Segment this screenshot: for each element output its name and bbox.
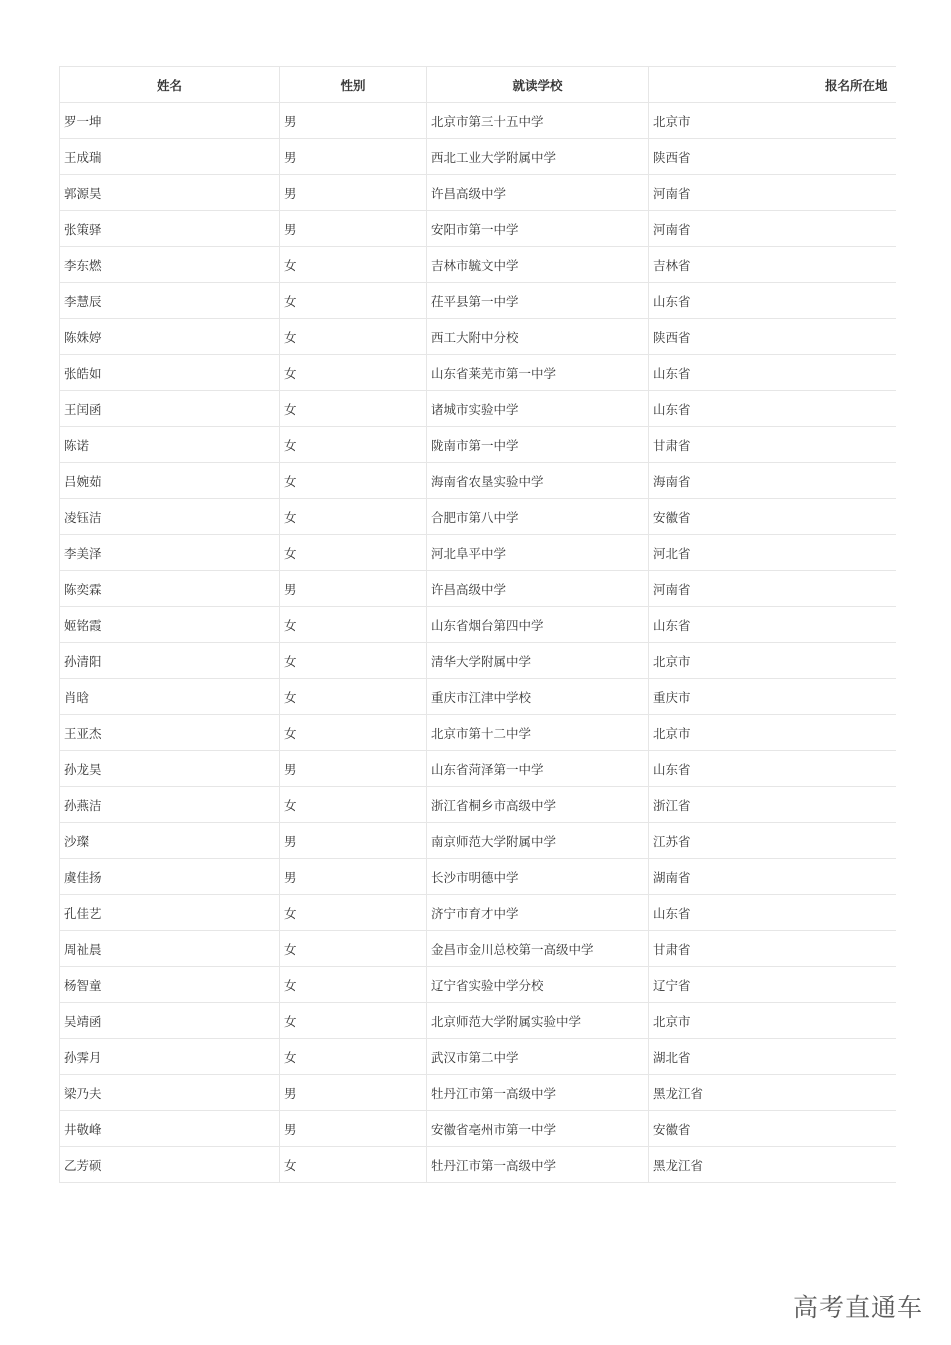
- cell-gender: 女: [280, 355, 427, 391]
- cell-gender: 女: [280, 535, 427, 571]
- cell-gender: 女: [280, 787, 427, 823]
- cell-gender: 男: [280, 211, 427, 247]
- cell-place: 北京市: [649, 103, 896, 139]
- cell-name: 陈姝婷: [60, 319, 280, 355]
- table-row: [60, 175, 896, 211]
- cell-name: 虞佳扬: [60, 859, 280, 895]
- cell-name: 姬铭霞: [60, 607, 280, 643]
- header-name: 姓名: [60, 67, 280, 103]
- cell-gender: 女: [280, 967, 427, 1003]
- cell-gender: 女: [280, 607, 427, 643]
- table-body: [60, 103, 896, 1183]
- cell-gender: 男: [280, 139, 427, 175]
- cell-school: 北京市第十二中学: [427, 715, 649, 751]
- table-row: [60, 211, 896, 247]
- header-place: 报名所在地: [649, 67, 896, 103]
- cell-name: 吴靖函: [60, 1003, 280, 1039]
- table-row: [60, 1039, 896, 1075]
- cell-school: 西北工业大学附属中学: [427, 139, 649, 175]
- table-row: [60, 1147, 896, 1183]
- table-row: [60, 103, 896, 139]
- cell-name: 孙霁月: [60, 1039, 280, 1075]
- cell-place: 甘肃省: [649, 931, 896, 967]
- cell-gender: 男: [280, 1111, 427, 1147]
- cell-gender: 女: [280, 1147, 427, 1183]
- table-row: [60, 283, 896, 319]
- cell-place: 河南省: [649, 175, 896, 211]
- cell-name: 孙燕洁: [60, 787, 280, 823]
- table-row: [60, 499, 896, 535]
- cell-school: 长沙市明德中学: [427, 859, 649, 895]
- table-row: [60, 1111, 896, 1147]
- cell-name: 井敬峰: [60, 1111, 280, 1147]
- table-row: [60, 391, 896, 427]
- cell-name: 肖晗: [60, 679, 280, 715]
- cell-place: 湖北省: [649, 1039, 896, 1075]
- cell-name: 李美泽: [60, 535, 280, 571]
- cell-gender: 男: [280, 1075, 427, 1111]
- cell-name: 陈奕霖: [60, 571, 280, 607]
- cell-gender: 男: [280, 103, 427, 139]
- table-row: [60, 247, 896, 283]
- cell-place: 河南省: [649, 571, 896, 607]
- table-row: [60, 967, 896, 1003]
- table-row: [60, 859, 896, 895]
- cell-place: 黑龙江省: [649, 1147, 896, 1183]
- cell-name: 孔佳艺: [60, 895, 280, 931]
- cell-gender: 女: [280, 643, 427, 679]
- cell-school: 诸城市实验中学: [427, 391, 649, 427]
- cell-gender: 女: [280, 895, 427, 931]
- cell-school: 辽宁省实验中学分校: [427, 967, 649, 1003]
- cell-name: 孙清阳: [60, 643, 280, 679]
- cell-place: 山东省: [649, 283, 896, 319]
- cell-school: 山东省菏泽第一中学: [427, 751, 649, 787]
- cell-gender: 女: [280, 427, 427, 463]
- table-row: [60, 1003, 896, 1039]
- table-row: [60, 427, 896, 463]
- cell-place: 海南省: [649, 463, 896, 499]
- header-gender: 性别: [280, 67, 427, 103]
- cell-school: 浙江省桐乡市高级中学: [427, 787, 649, 823]
- cell-school: 许昌高级中学: [427, 571, 649, 607]
- cell-school: 清华大学附属中学: [427, 643, 649, 679]
- student-roster-table: [59, 66, 896, 1183]
- cell-place: 山东省: [649, 391, 896, 427]
- cell-gender: 男: [280, 571, 427, 607]
- cell-gender: 女: [280, 1003, 427, 1039]
- cell-school: 牡丹江市第一高级中学: [427, 1075, 649, 1111]
- cell-school: 南京师范大学附属中学: [427, 823, 649, 859]
- cell-place: 辽宁省: [649, 967, 896, 1003]
- cell-gender: 女: [280, 391, 427, 427]
- cell-school: 陇南市第一中学: [427, 427, 649, 463]
- cell-school: 河北阜平中学: [427, 535, 649, 571]
- cell-gender: 女: [280, 463, 427, 499]
- table-row: [60, 787, 896, 823]
- cell-gender: 男: [280, 859, 427, 895]
- table-row: [60, 607, 896, 643]
- header-school: 就读学校: [427, 67, 649, 103]
- cell-gender: 女: [280, 319, 427, 355]
- cell-gender: 男: [280, 823, 427, 859]
- cell-place: 北京市: [649, 715, 896, 751]
- cell-name: 乙芳硕: [60, 1147, 280, 1183]
- cell-gender: 女: [280, 715, 427, 751]
- table-row: [60, 823, 896, 859]
- cell-name: 陈诺: [60, 427, 280, 463]
- cell-school: 吉林市毓文中学: [427, 247, 649, 283]
- table-row: [60, 139, 896, 175]
- cell-gender: 女: [280, 1039, 427, 1075]
- cell-name: 王亚杰: [60, 715, 280, 751]
- cell-place: 北京市: [649, 643, 896, 679]
- cell-gender: 女: [280, 499, 427, 535]
- cell-school: 西工大附中分校: [427, 319, 649, 355]
- cell-school: 海南省农垦实验中学: [427, 463, 649, 499]
- cell-name: 孙龙昊: [60, 751, 280, 787]
- cell-name: 吕婉茹: [60, 463, 280, 499]
- cell-place: 山东省: [649, 895, 896, 931]
- cell-place: 山东省: [649, 355, 896, 391]
- cell-name: 杨智童: [60, 967, 280, 1003]
- cell-place: 江苏省: [649, 823, 896, 859]
- cell-place: 甘肃省: [649, 427, 896, 463]
- cell-school: 山东省莱芜市第一中学: [427, 355, 649, 391]
- cell-place: 北京市: [649, 1003, 896, 1039]
- table-header-row: [60, 67, 896, 103]
- table-row: [60, 319, 896, 355]
- cell-place: 安徽省: [649, 499, 896, 535]
- cell-name: 王闰函: [60, 391, 280, 427]
- table-row: [60, 463, 896, 499]
- cell-gender: 女: [280, 931, 427, 967]
- cell-name: 罗一坤: [60, 103, 280, 139]
- cell-place: 山东省: [649, 607, 896, 643]
- cell-school: 济宁市育才中学: [427, 895, 649, 931]
- cell-place: 河北省: [649, 535, 896, 571]
- table-row: [60, 1075, 896, 1111]
- table-row: [60, 895, 896, 931]
- cell-name: 郭源昊: [60, 175, 280, 211]
- cell-gender: 男: [280, 175, 427, 211]
- cell-place: 吉林省: [649, 247, 896, 283]
- cell-gender: 女: [280, 247, 427, 283]
- table-row: [60, 571, 896, 607]
- cell-school: 合肥市第八中学: [427, 499, 649, 535]
- cell-school: 牡丹江市第一高级中学: [427, 1147, 649, 1183]
- cell-school: 山东省烟台第四中学: [427, 607, 649, 643]
- cell-school: 北京师范大学附属实验中学: [427, 1003, 649, 1039]
- cell-place: 湖南省: [649, 859, 896, 895]
- cell-school: 安阳市第一中学: [427, 211, 649, 247]
- cell-name: 李东燃: [60, 247, 280, 283]
- table-row: [60, 715, 896, 751]
- cell-name: 梁乃夫: [60, 1075, 280, 1111]
- cell-place: 浙江省: [649, 787, 896, 823]
- table-row: [60, 535, 896, 571]
- cell-name: 张策驿: [60, 211, 280, 247]
- cell-place: 重庆市: [649, 679, 896, 715]
- cell-name: 张皓如: [60, 355, 280, 391]
- cell-place: 河南省: [649, 211, 896, 247]
- table-row: [60, 355, 896, 391]
- cell-gender: 女: [280, 679, 427, 715]
- roster-sheet: [59, 66, 895, 1183]
- table-row: [60, 931, 896, 967]
- cell-school: 茌平县第一中学: [427, 283, 649, 319]
- cell-name: 周祉晨: [60, 931, 280, 967]
- cell-name: 王成瑞: [60, 139, 280, 175]
- cell-place: 山东省: [649, 751, 896, 787]
- cell-school: 重庆市江津中学校: [427, 679, 649, 715]
- table-row: [60, 751, 896, 787]
- cell-gender: 男: [280, 751, 427, 787]
- cell-school: 金昌市金川总校第一高级中学: [427, 931, 649, 967]
- table-row: [60, 679, 896, 715]
- cell-place: 陕西省: [649, 319, 896, 355]
- cell-gender: 女: [280, 283, 427, 319]
- cell-place: 安徽省: [649, 1111, 896, 1147]
- watermark: 高考直通车: [792, 1293, 923, 1322]
- table-row: [60, 643, 896, 679]
- cell-name: 凌钰洁: [60, 499, 280, 535]
- cell-school: 北京市第三十五中学: [427, 103, 649, 139]
- cell-school: 安徽省亳州市第一中学: [427, 1111, 649, 1147]
- cell-place: 黑龙江省: [649, 1075, 896, 1111]
- cell-place: 陕西省: [649, 139, 896, 175]
- cell-name: 沙璨: [60, 823, 280, 859]
- cell-school: 许昌高级中学: [427, 175, 649, 211]
- cell-name: 李慧辰: [60, 283, 280, 319]
- cell-school: 武汉市第二中学: [427, 1039, 649, 1075]
